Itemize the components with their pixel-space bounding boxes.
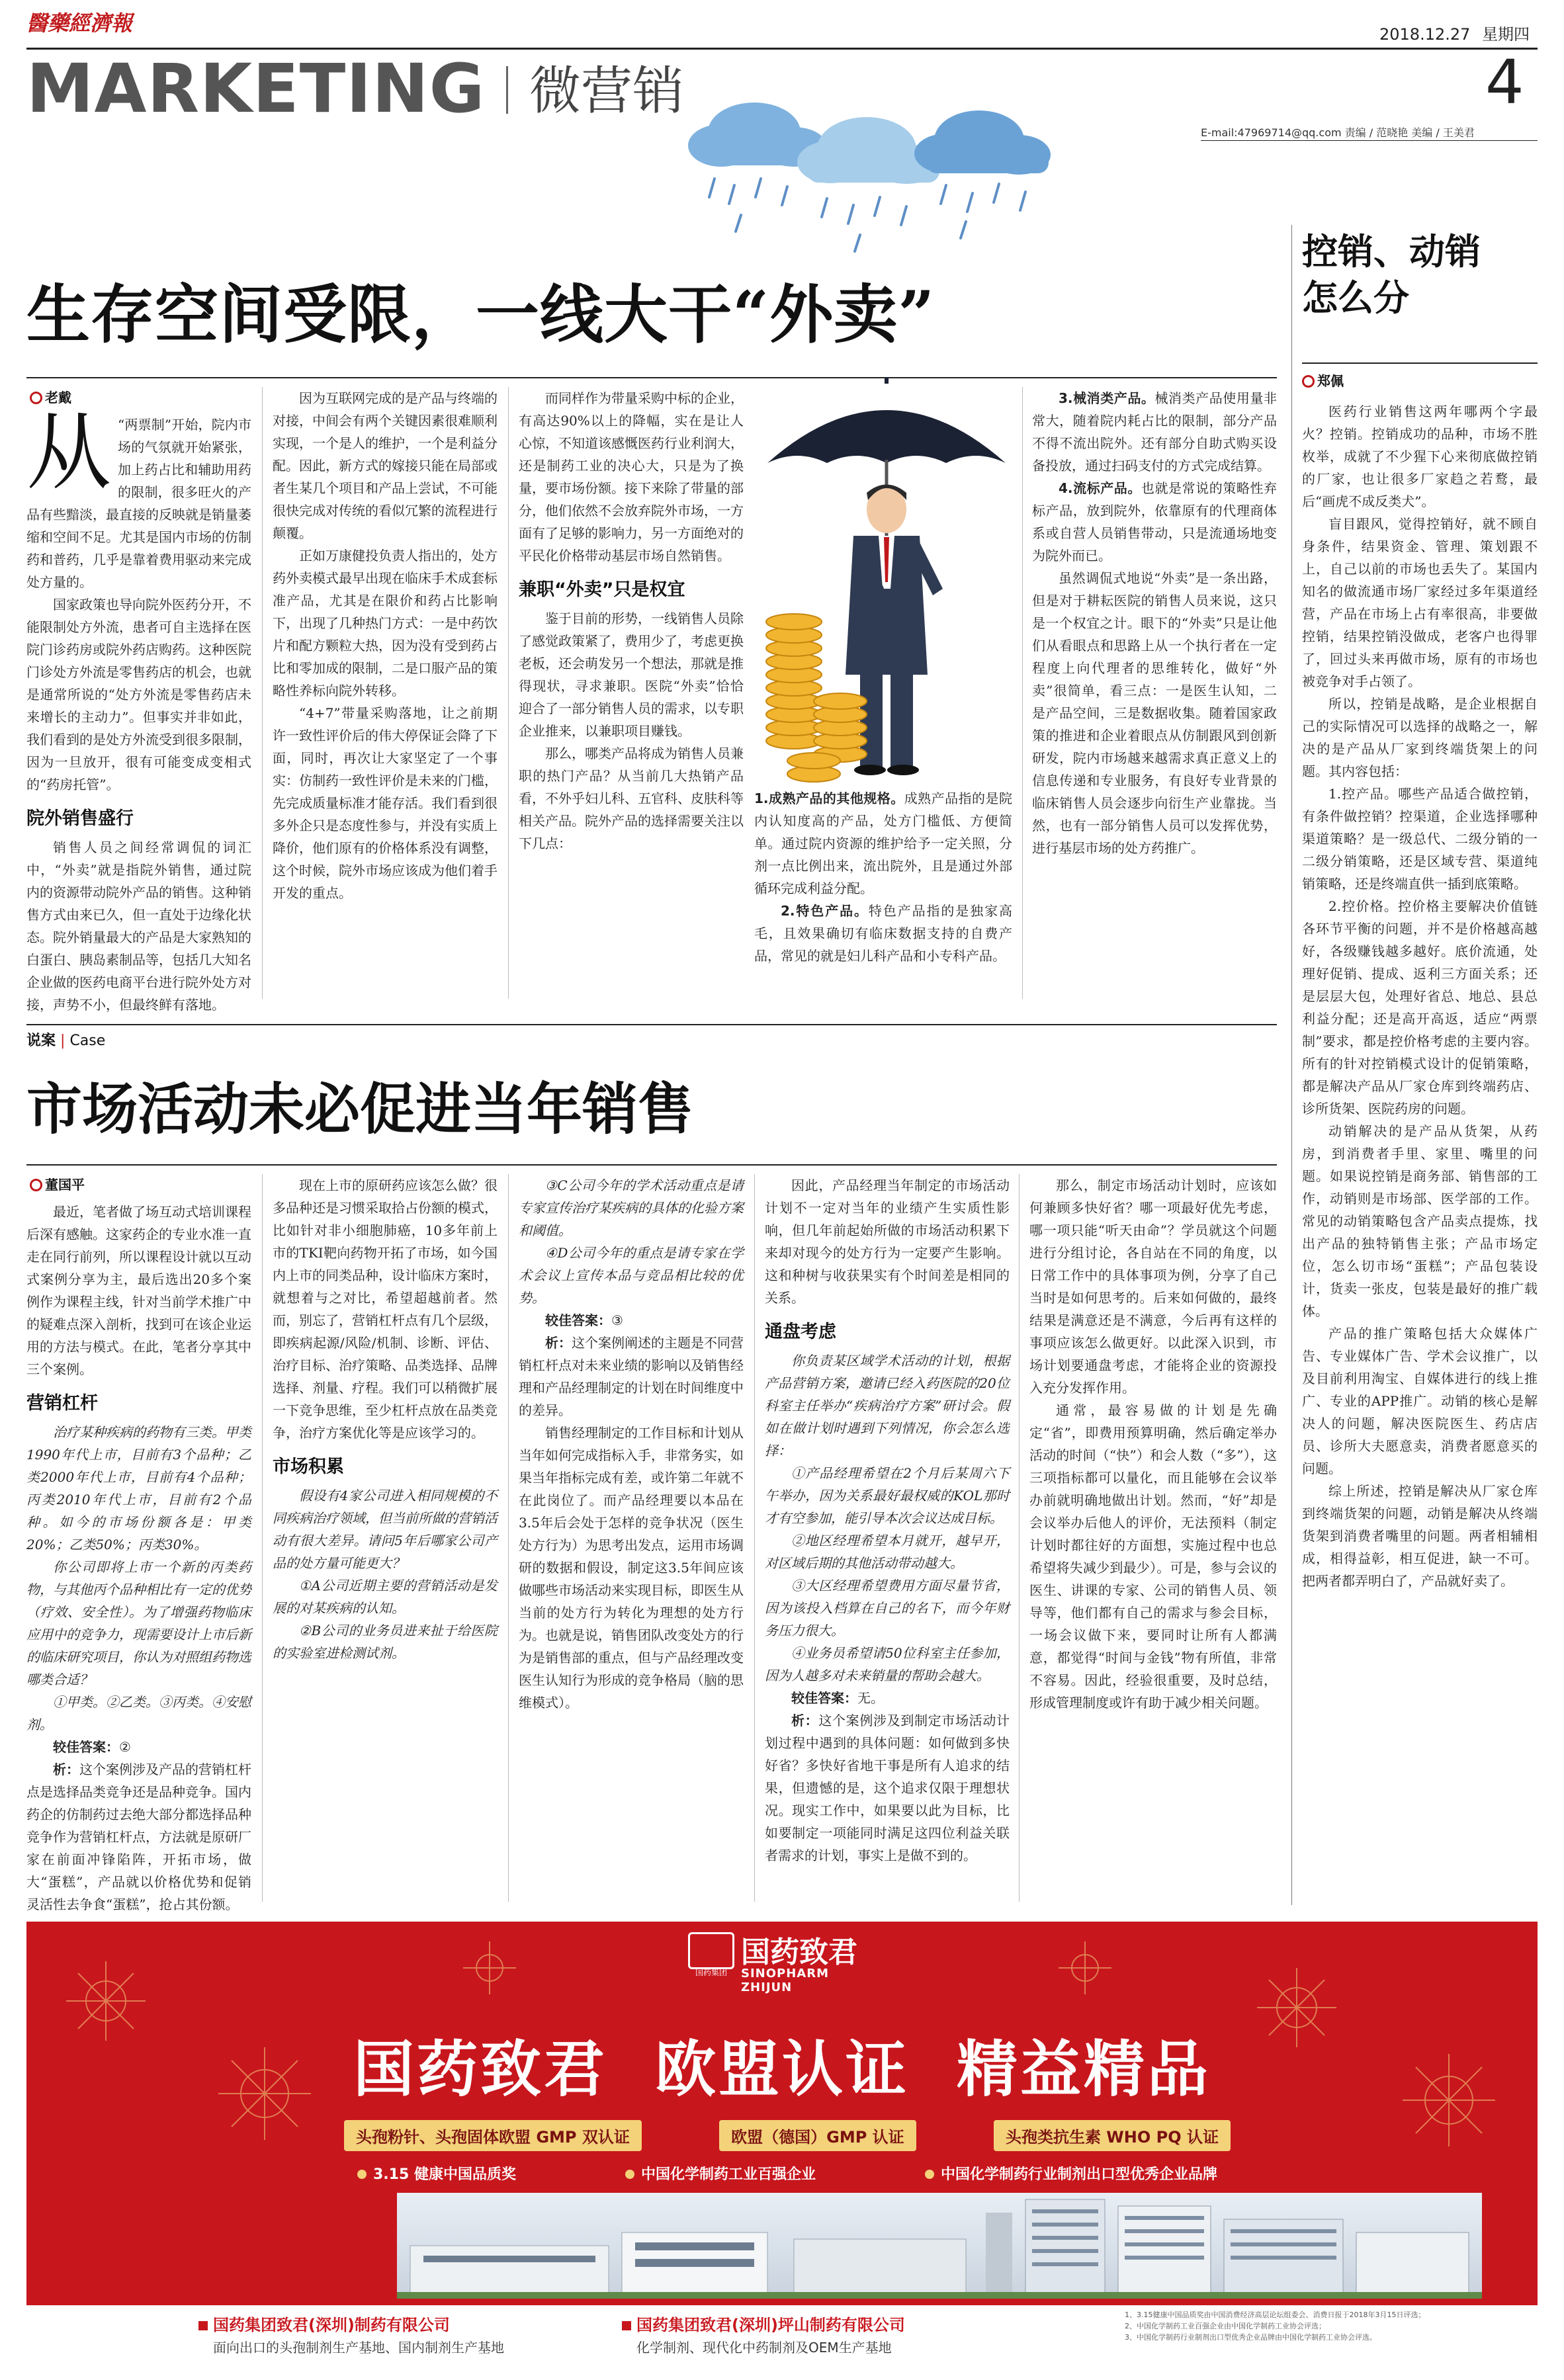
weekday: 星期四 [1482,25,1530,44]
article1-col1: 从 “两票制”开始，院内市场的气氛就开始紧张，加上药占比和辅助用药的限制，很多旺火的产品有些黯淡，最直接的反映就是销量萎缩和空间不足。尤其是国内市场的仿制药和普药，几乎是靠着费用驱动来完成处方量的。 国家政策也导向院外医药分开，不能限制处方外流，患者可自主选择在医院门诊药房或院外药店购药。这种医院门诊处方外流是零售药店的机会，也就是通常所说的“处方外流是零售药店未来增长的主动力”。但事实并非如此，我们看到的是处方外流受到很多限制，因为一旦放开，很有可能变成变相式的“药房托管”。 院外销售盛行 销售人员之间经常调侃的词汇中，“外卖”就是指院外销售，通过院内的资源带动院外产品的销售。这种销售方式由来已久，但一直处于边缘化状态。院外销量最大的产品是大家熟知的白蛋白、胰岛素制品等，包括几大知名企业做的医药电商平台进行院外处方对接，声势不小，但最终鲜有落地。 [26,404,251,1013]
case-label: 说案 | Case [26,1033,106,1049]
company2-sub: 化学制剂、现代化中药制剂及OEM生产基地 [636,2340,892,2356]
businessman-umbrella-illustration [754,370,1019,794]
article2-col1: 最近，笔者做了场互动式培训课程后深有感触。这家药企的专业水准一直走在同行前列，所以课程设计就以互动式案例分享为主，最后选出20多个案例作为课程主线，针对当前学术推广中的疑难点深入剖析，找到可在该企业运用的方法与模式。在此，笔者分享其中三个案例。 营销杠杆 治疗某种疾病的药物有三类。甲类1990年代上市，目前有3个品种；乙类2000年代上市，目前有4个品种；丙类2010年代上市，目前有2个品种。如今的市场份额各是：甲类20%；乙类50%；丙类30%。 你公司即将上市一个新的丙类药物，与其他丙个品种相比有一定的优势（疗效、安全性）。为了增强药物临床应用中的竞争力，现需要设计上市后新的临床研究项目，你认为对照组药物选哪类合适？ ①甲类。②乙类。③丙类。④安慰剂。 较佳答案：② 析：这个案例涉及产品的营销杠杆点是选择品类竞争还是品种竞争。国内药企的仿制药过去绝大部分都选择品种竞争作为营销杠杆点，方法就是原研厂家在前面冲锋陷阵，开拓市场，做大“蛋糕”，产品就以价格优势和促销灵活性去争食“蛋糕”，抢占其份额。 [26,1204,251,1912]
article2-col2: 现在上市的原研药应该怎么做？很多品种还是习惯采取拾占份额的模式，比如针对非小细胞肺癌，10多年前上市的TKI靶向药物开拓了市场，如今国内上市的同类品种，设计临床方案时，就想着与之对比，希望超越前者。然而，别忘了，营销杠杆点有几个层级，即疾病起源/风险/机制、诊断、评估、治疗目标、治疗策略、品类选择、品牌选择、剂量、疗程。我们可以稍微扩展一下竞争思维，至少杠杆点放在品类竞争，治疗方案优化等是应该学习的。 市场积累 假设有4家公司进入相同规模的不同疾病治疗领域，但当前所做的营销活动有很大差异。请问5年后哪家公司产品的处方量可能更大？ ①A公司近期主要的营销活动是发展的对某疾病的认知。 ②B公司的业务员进来扯于给医院的实验室进检测试剂。 [273,1177,498,1661]
ad-footer [26,2305,1538,2371]
subhead-parttime: 兼职“外卖”只是权宜 [519,579,685,600]
sidebar-headline: 控销、动销 怎么分 [1302,230,1481,319]
honor-dot-icon [925,2170,934,2179]
subhead-lever: 营销杠杆 [26,1393,98,1414]
sinopharm-logo-icon [688,1932,734,1969]
article2-headline: 市场活动未必促进当年销售 [26,1076,694,1142]
subhead-accumulation: 市场积累 [273,1457,344,1477]
honor-dot-icon [357,2170,367,2179]
section-divider [506,66,508,114]
sidebar-byline: 郑佩 [1302,370,1344,390]
article1-col2: 因为互联网完成的是产品与终端的对接，中间会有两个关键因素很难顺利实现，一个是人的维护，一个是利益分配。因此，新方式的嫁接只能在局部或者生某几个项目和产品上尝试，不可能很快完成对传统的看似冗繁的流程进行颠覆。 正如万康健投负责人指出的，处方药外卖模式最早出现在临床手术成套标准产品，尤其是在限价和药占比影响下，出现了几种热门方式：一是中药饮片和配方颗粒大热，因为没有受到药占比和零加成的限制，二是口服产品的策略性养标向院外转移。 “4+7”带量采购落地，让之前期许一致性评价后的伟大停保证会降了下面，同时，再次让大家坚定了一个事实：仿制药一致性评价是未来的门槛，先完成质量标准才能存活。我们看到很多外企只是态度性参与，并没有实质上降价，他们原有的价格体系没有调整，这个时候，院外市场应该成为他们着手开发的重点。 [273,390,498,901]
badge-3: 头孢类抗生素 WHO PQ 认证 [994,2120,1231,2151]
honor-dot-icon [625,2170,634,2179]
ad-footnotes: 1、3.15健康中国品质奖由中国消费经济高层论坛组委会、消费日报于2018年3月15日评选； 2、中国化学制药工业百强企业由中国化学制药工业协会评选； 3、中国化学制药行业制剂出口型优秀企业品牌由中国化学制药工业协会评选。 [1125,2311,1426,2342]
square-icon [622,2321,631,2330]
byline-marker-icon [30,392,42,404]
factory-buildings-photo [397,2193,1482,2299]
credits: E-mail:47969714@qq.com 责编 / 范晓艳 美编 / 王美君 [1201,126,1475,139]
subhead-overall: 通盘考虑 [765,1322,836,1342]
square-icon [198,2321,208,2330]
subhead-outside: 院外销售盛行 [26,808,134,829]
logo-sub: 国药集团 [695,1968,727,1977]
article1-col5: 3.械消类产品。械消类产品使用量非常大，随着院内耗占比的限制，部分产品不得不流出院外。还有部分自助式购买设备投放，通过扫码支付的方式完成结算。 4.流标产品。也就是常说的策略性弃标产品，放到院外，依靠原有的代理商体系或自营人员销售带动，只是流通场地变为院外而已。 虽然调侃式地说“外卖”是一条出路，但是对于耕耘医院的销售人员来说，这只是一个权宜之计。眼下的“外卖”只是让他们从看眼点和思路上从一个执行者在一定程度上向代理者的思维转化，做好“外卖”很简单，看三点：一是医生认知，二是产品空间，三是数据收集。随着国家政策的推进和企业着眼点从仿制跟风到创新研发，院内市场越来越需求真正意义上的信息传递和专业服务，有良好专业背景的临床销售人员会逐步向衍生产业靠拢。当然，也有一部分销售人员可以发挥优势，进行基层市场的处方药推广。 [1032,390,1278,856]
company1-sub: 面向出口的头孢制剂生产基地、国内制剂生产基地 [213,2340,504,2356]
rain-icon [709,179,1025,251]
article2-byline: 董国平 [30,1174,85,1193]
article2-col5: 那么，制定市场活动计划时，应该如何兼顾多快好省？哪一项最好优先考虑，哪一项只能“听天由命”？学员就这个问题进行分组讨论，各自站在不同的角度，以日常工作中的具体事项为例，分享了自己当时是如何思考的。后来如何做的，最终结果是满意还是不满意，今后再有这样的事项应该怎么做更好。以此深入识到，市场计划要通盘考虑，才能将企业的资源投入充分发挥作用。 通常，最容易做的计划是先确定“省”，即费用预算明确，然后确定举办活动的时间（“快”）和会人数（“多”），这三项指标都可以量化，而且能够在会议举办前就明确地做出计划。然而，“好”却是会议举办后他人的评价，无法预料（制定计划时都往好的方面想，实施过程中也总希望将失减少到最少）。可是，参与会议的医生、讲课的专家、公司的销售人员、领导等，他们都有自己的需求与参会目标，一场会议做下来，要同时让所有人都满意，都觉得“时间与金钱”物有所值，非常不容易。因此，经验很重要，及时总结，形成管理制度或许有助于减少相关问题。 [1029,1177,1277,1711]
brand-en: SINOPHARM ZHIJUN [741,1967,829,1994]
badge-2: 欧盟（德国）GMP 认证 [719,2120,916,2151]
article2-col4: 因此，产品经理当年制定的市场活动计划不一定对当年的业绩产生实质性影响，但几年前起始所做的市场活动积累下来却对现今的处方行为一定要产生影响。这和种树与收获果实有个时间差是相同的关系。 通盘考虑 你负责某区域学术活动的计划，根据产品营销方案，邀请已经入药医院的20位科室主任举办“疾病治疗方案”研讨会。假如在做计划时遇到下列情况，你会怎么选择： ①产品经理希望在2个月后某周六下午举办，因为关系最好最权威的KOL那时才有空参加，能引导本次会议达成目标。 ②地区经理希望本月就开，越早开，对区域后期的其他活动带动越大。 ③大区经理希望费用方面尽量节省，因为该投入档算在自己的名下，而今年财务压力很大。 ④业务员希望请50位科室主任参加，因为人越多对未来销量的帮助会越大。 较佳答案：无。 析：这个案例涉及到制定市场活动计划过程中遇到的具体问题：如何做到多快好省？多快好省地干事是所有人追求的结果，但遗憾的是，这个追求仅限于理想状况。现实工作中，如果要以此为目标，比如要制定一项能同时满足这四位利益关联者需求的计划，事实上是做不到的。 [765,1177,1010,1863]
section-cn: 微营销 [529,62,685,121]
byline-marker-icon [1302,375,1315,388]
masthead-bottom-rule [1201,140,1538,141]
section-en: MARKETING [26,50,486,128]
article1-col3: 而同样作为带量采购中标的企业，有高达90%以上的降幅，实在是让人心惊，不知道该感慨医药行业利润大，还是制药工业的决心大，只是为了换量，要市场份额。接下来除了带量的部分，他们依然不会放弃院外市场，一方面有了足够的影响力，另一方面绝对的平民化价格带动基层市场自然销售。 兼职“外卖”只是权宜 鉴于目前的形势，一线销售人员除了感觉政策紧了，费用少了，考虑更换老板，还会萌发另一个想法，那就是推得现状，寻求兼职。医院“外卖”恰恰迎合了一部分销售人员的需求，以专职企业推来，以兼职项目赚钱。 那么，哪类产品将成为销售人员兼职的热门产品？从当前几大热销产品看，不外乎妇儿科、五官科、皮肤科等相关产品。院外产品的选择需要关注以下几点： [519,390,744,851]
ad-honors [357,2163,1217,2184]
article1-col4-lower: 1.成熟产品的其他规格。成熟产品指的是院内认知度高的产品，处方门槛低、方便简单。通过院内资源的维护给予一定关照，分剂一点比例出来，流出院外，且是通过外部循环完成利益分配。 2.特色产品。特色产品指的是独家高毛，且效果确切有临床数据支持的自费产品，常见的就是妇儿科产品和小专科产品。 [754,790,1013,964]
article2-col3: ③C公司今年的学术活动重点是请专家宣传治疗某疾病的具体的化验方案和阈值。 ④D公司今年的重点是请专家在学术会议上宣传本品与竞品相比较的优势。 较佳答案：③ 析：这个案例阐述的主题是不同营销杠杆点对未来业绩的影响以及销售经理和产品经理制定的计划在时间维度中的差异。 销售经理制定的工作目标和计划从当年如何完成指标入手，非常务实，如果当年指标完成有差，或许第二年就不在此岗位了。而产品经理要以本品在3.5年后会处于怎样的竞争状况（医生处方行为）为思考出发点，运用市场调研的数据和假设，制定这3.5年间应该做哪些市场活动来实现目标，即医生从当前的处方行为转化为理想的处方行为。也就是说，销售团队改变处方的行为是销售部的重点，但与产品经理改变医生认知行为形成的竞争格局（脑的思维模式）。 [519,1177,744,1711]
ad-slogan: 国药致君 欧盟认证 精益精品 [353,2034,1211,2105]
buildings-illustration [397,2193,1482,2299]
article1-headline: 生存空间受限，一线大干“外卖” [26,277,935,352]
case-top-rule [26,1024,1277,1025]
page-number: 4 [1485,47,1524,118]
date: 2018.12.27 [1379,25,1471,44]
rain-clouds-illustration [662,86,1072,258]
company2: 国药集团致君(深圳)坪山制药有限公司 [622,2312,905,2335]
byline-marker-icon [30,1179,42,1191]
honor-3: 中国化学制药行业制剂出口型优秀企业品牌 [940,2166,1217,2183]
dropcap: 从 [26,404,112,502]
badge-1: 头孢粉针、头孢固体欧盟 GMP 双认证 [344,2120,642,2151]
advertisement [26,1922,1538,2371]
brand-cn: 国药致君 [741,1935,857,1969]
article1-rule [26,377,1277,378]
ad-logo [688,1928,880,1994]
cloud-icon [914,110,1051,175]
paper-name: 醫藥經濟報 [26,11,133,36]
ad-badges [344,2120,1231,2151]
honor-2: 中国化学制药工业百强企业 [640,2166,816,2183]
author: 老戴 [45,390,71,405]
issue-date [1379,21,1530,44]
honor-1: 3.15 健康中国品质奖 [373,2166,516,2183]
masthead [0,0,1564,152]
company1: 国药集团致君(深圳)制药有限公司 [198,2312,450,2335]
sidebar-body: 医药行业销售这两年哪两个字最火？控销。控销成功的品种，市场不胜枚举，成就了不少猩下心来彻底做控销的厂家，也让很多厂家趋之若鹜，最后“画虎不成反类犬”。 盲目跟风，觉得控销好，就不顾自身条件，结果资金、管理、策划跟不上，自己以前的市场也丢失了。某国内知名的做流通市场厂家经过多年渠道经营，产品在市场上占有率很高，非要做控销，结果控销没做成，老客户也得罪了，回过头来再做市场，原有的市场也被竞争对手占领了。 所以，控销是战略，是企业根据自己的实际情况可以选择的战略之一，解决的是产品从厂家到终端货架上的问题。其内容包括： 1.控产品。哪些产品适合做控销，有条件做控销？控渠道，企业选择哪种渠道策略？是一级总代、二级分销的一二级分销策略，还是区域专营、渠道纯销策略，还是终端直供一插到底策略。 2.控价格。控价格主要解决价值链各环节平衡的问题，并不是价格越高越好，各级赚钱越多越好。底价流通，处理好促销、提成、返利三方面关系；还是层层大包，处理好省总、地总、县总利益分配；还是高开高返，适应“两票制”要求，都是控价格考虑的主要内容。所有的针对控销模式设计的促销策略，都是解决产品从厂家仓库到终端药店、诊所货架、医院药房的问题。 动销解决的是产品从货架，从药房，到消费者手里、家里、嘴里的问题。如果说控销是商务部、销售部的工作，动销则是市场部、医学部的工作。常见的动销策略包含产品卖点提炼，找出产品的独特销售主张；产品市场定位，怎么切市场“蛋糕”；产品包装设计，货卖一张皮，包装是最好的推广载体。 产品的推广策略包括大众媒体广告、专业媒体广告、学术会议推广，以及目前利用淘宝、自媒体进行的线上推广、专业的APP推广。动销的核心是解决人的问题，解决医院医生、药店店员、诊所大夫愿意卖，消费者愿意买的问题。 综上所述，控销是解决从厂家仓库到终端货架的问题，动销是解决从终端货架到消费者嘴里的问题。两者相辅相成，相得益彰，相互促进，缺一不可。把两者都弄明白了，产品就好卖了。 [1302,404,1538,1589]
